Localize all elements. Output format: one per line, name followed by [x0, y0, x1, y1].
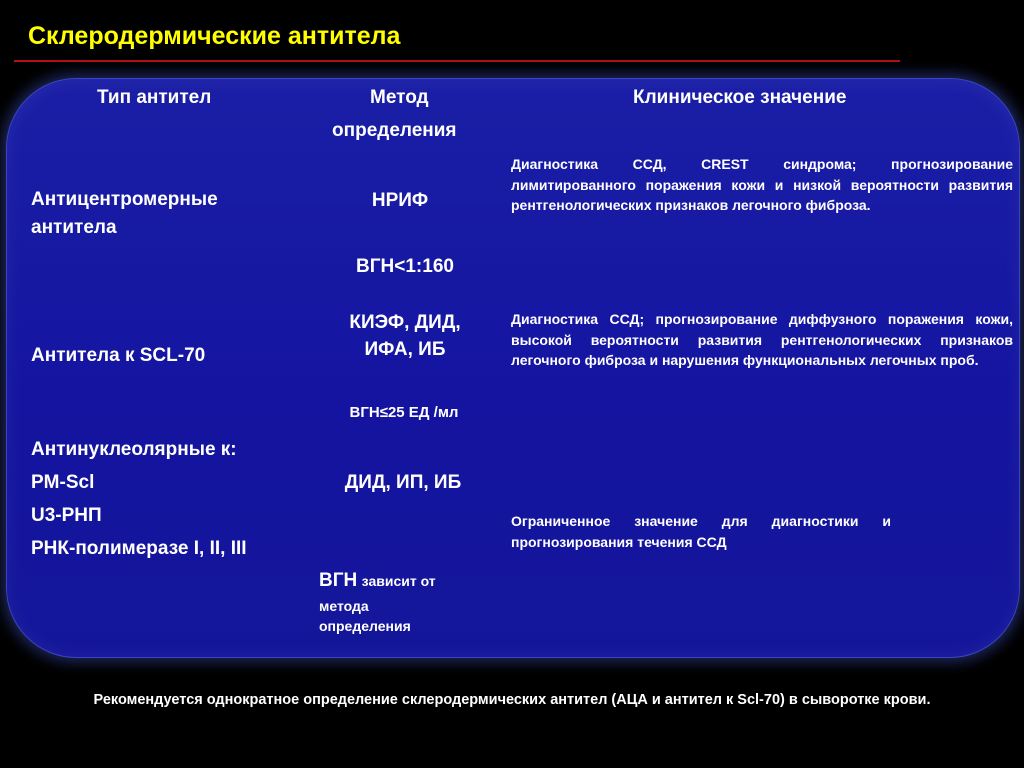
header-method-line1: Метод: [370, 87, 429, 108]
row2-method-line2: ИФА, ИБ: [364, 339, 446, 360]
header-clinical-significance: Клиническое значение: [633, 87, 847, 108]
row3-type-line1: Антинуклеолярные к:: [31, 439, 237, 460]
row3-clinical: Ограниченное значение для диагностики и прогнозирования течения ССД: [511, 513, 891, 550]
row2-method-line1: КИЭФ, ДИД,: [349, 312, 461, 333]
row3-type-line2: PM-Scl: [31, 472, 95, 493]
row1-type-line1: Антицентромерные: [31, 189, 218, 210]
row3-vgn-line3: определения: [319, 618, 411, 634]
row1-vgn: ВГН<1:160: [356, 256, 454, 277]
row3-vgn-prefix: ВГН: [319, 570, 358, 591]
row1-clinical: Диагностика ССД, CREST синдрома; прогнозирование лимитированного поражения кожи и низкой вероятности развития рентгенологических признаков легочного фиброза.: [511, 156, 1013, 213]
row2-type: Антитела к SCL-70: [31, 345, 206, 366]
footer-recommendation: Рекомендуется однократное определение склеродермических антител (АЦА и антител к Scl-70) в сыворотке крови.: [93, 692, 931, 708]
row3-vgn-rest: зависит от: [361, 573, 436, 589]
row3-method: ДИД, ИП, ИБ: [344, 472, 462, 493]
title-underline: [14, 60, 900, 62]
row3-type-line4: РНК-полимеразе I, II, III: [31, 538, 247, 559]
row2-clinical: Диагностика ССД; прогнозирование диффузного поражения кожи, высокой вероятности развития рентгенологических признаков легочного фиброза и нарушения функциональных легочных проб.: [511, 311, 1013, 368]
row3-vgn-line1: [319, 570, 436, 592]
row3-vgn-line2: метода: [319, 598, 369, 614]
slide-title: Склеродермические антитела: [28, 22, 401, 50]
row1-type-line2: антитела: [31, 217, 117, 238]
header-antibody-type: Тип антител: [97, 87, 212, 108]
row1-method: НРИФ: [371, 190, 429, 211]
header-method-line2: определения: [332, 120, 457, 141]
row3-type-line3: U3-РНП: [31, 505, 102, 526]
row2-vgn: ВГН≤25 ЕД /мл: [349, 404, 459, 421]
